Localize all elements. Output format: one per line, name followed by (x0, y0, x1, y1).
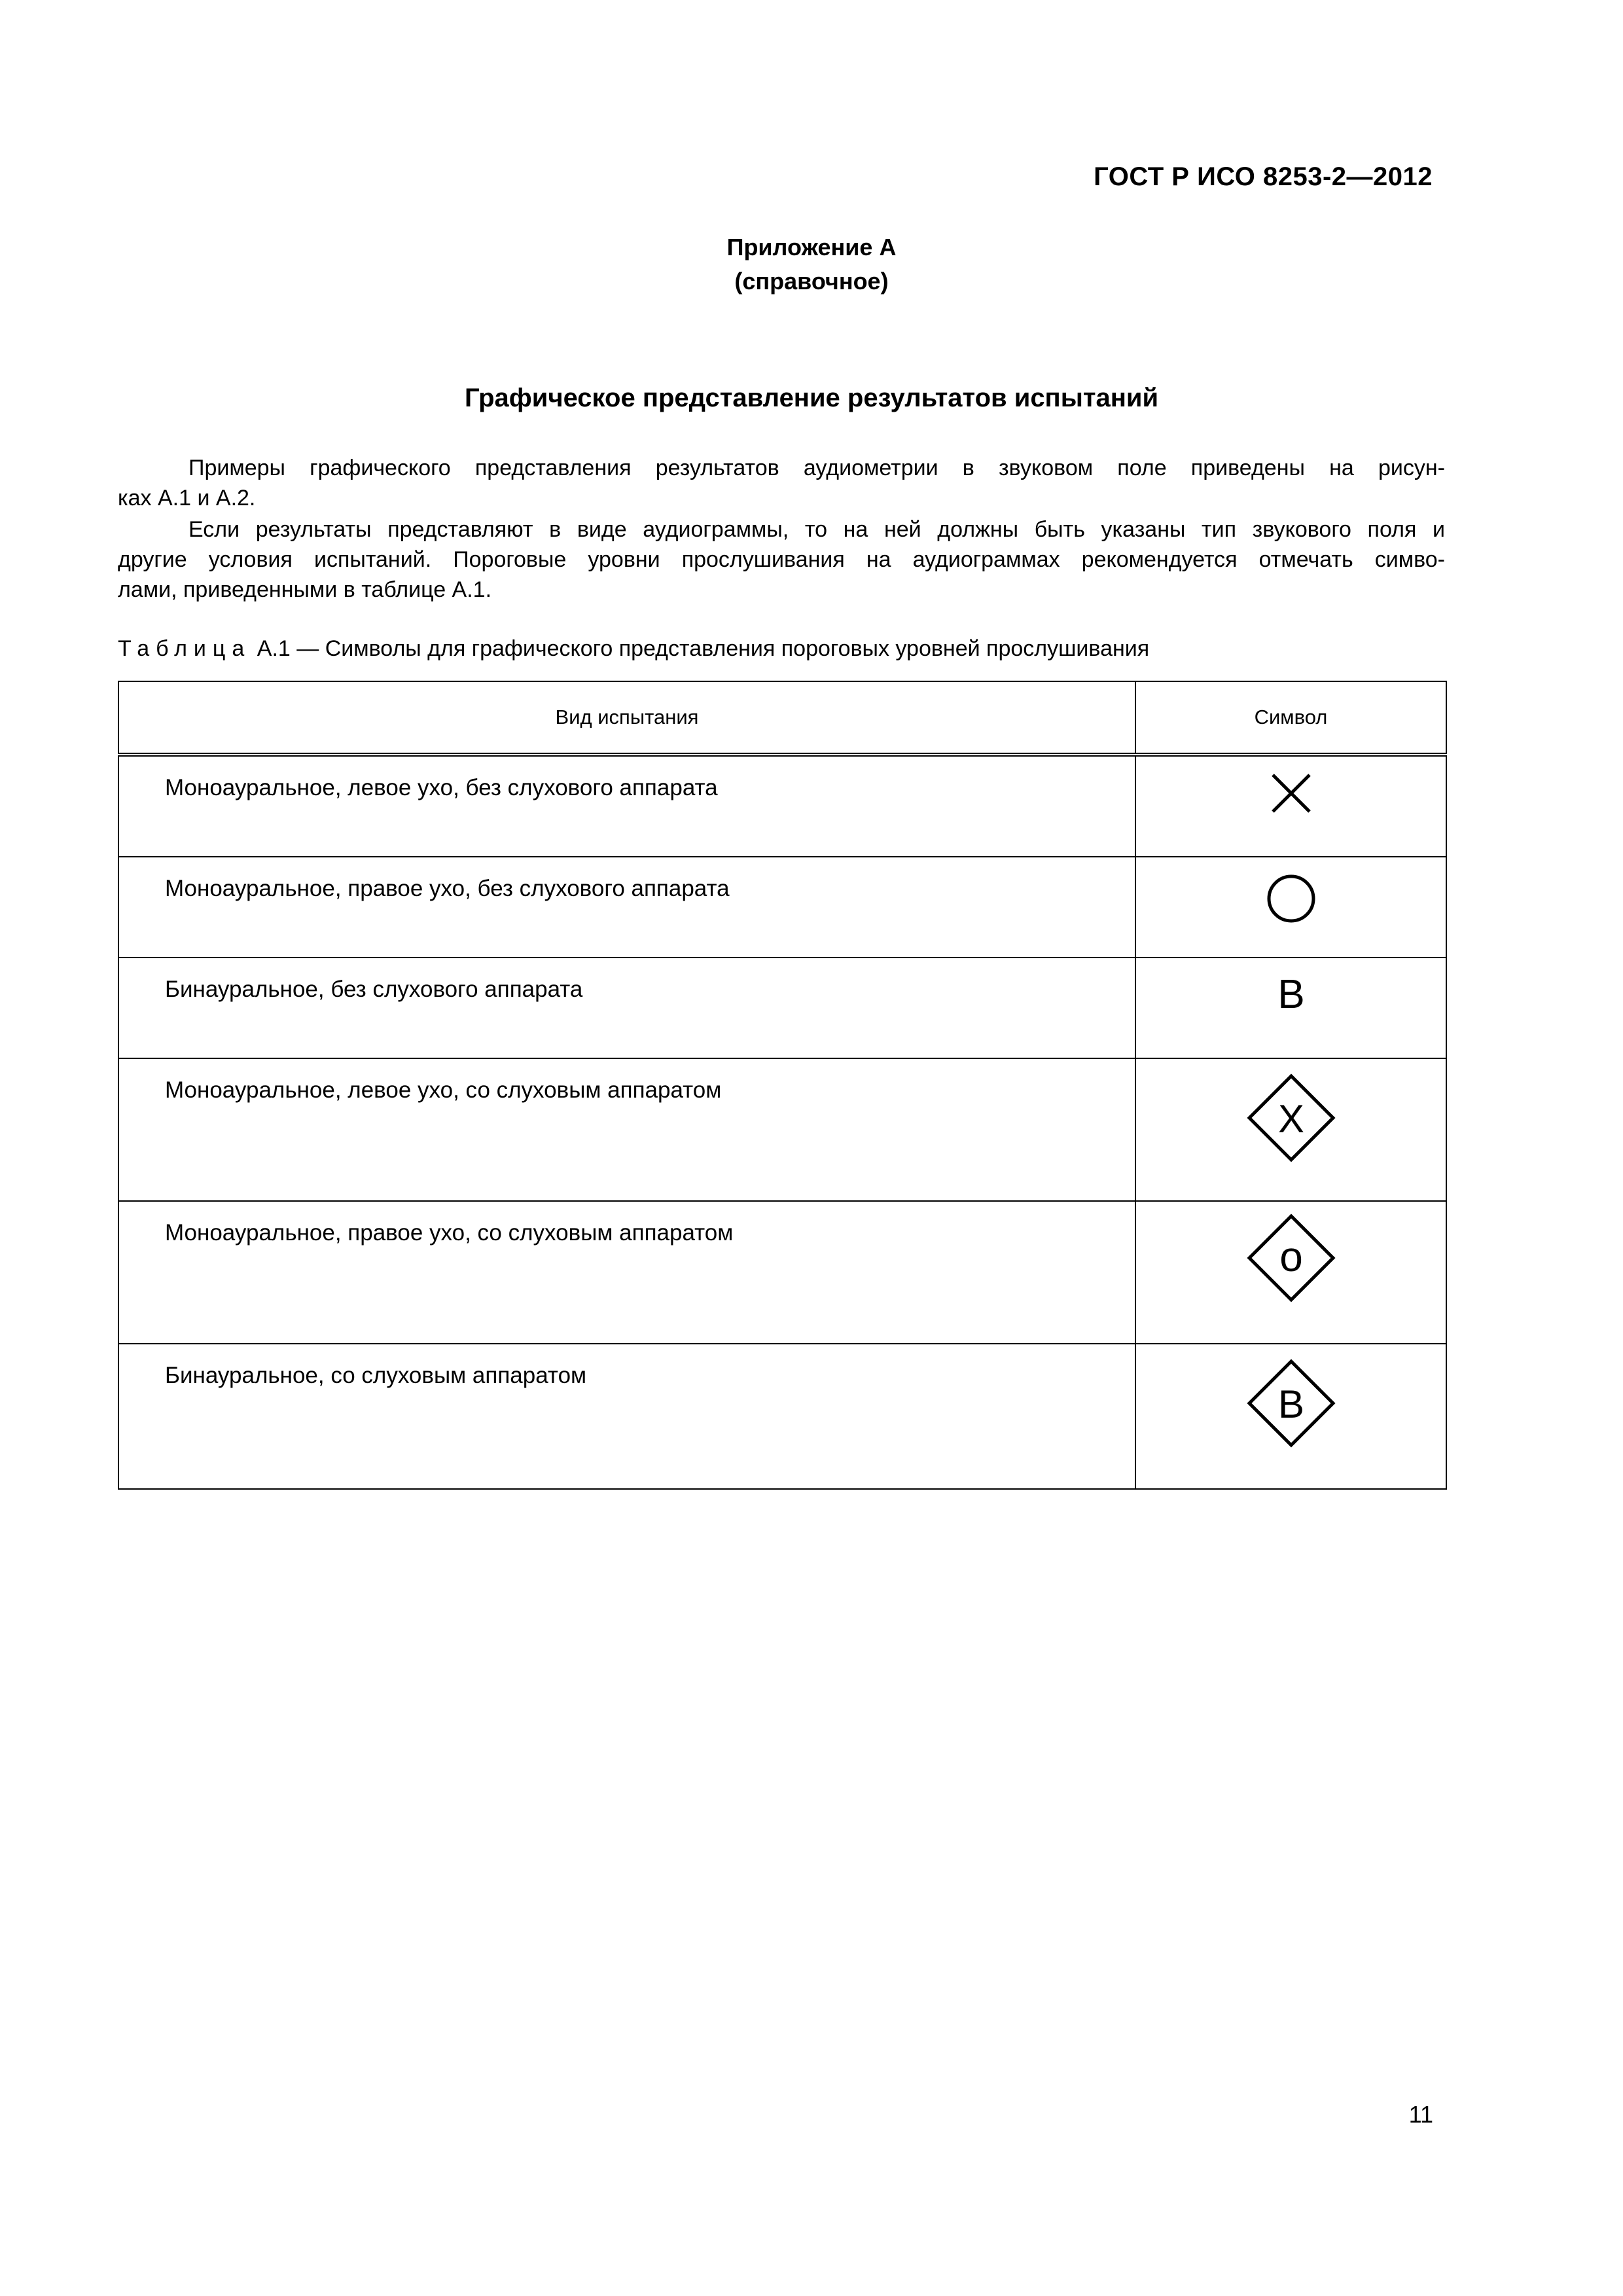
binaural-b-letter: B (1277, 972, 1305, 1017)
diamond-o-icon (1245, 1212, 1337, 1304)
paragraph-2 (118, 514, 1445, 605)
row-symbol-cell (1135, 1201, 1446, 1344)
row-test-type: Моноауральное, левое ухо, со слуховым аппаратом (118, 1058, 1135, 1201)
paragraph-1-line-1: Примеры графического представления результатов аудиометрии в звуковом поле приведены на рисун- (188, 456, 1445, 480)
table-row (118, 755, 1446, 857)
table-caption (118, 636, 1149, 662)
appendix-subtitle: (справочное) (734, 268, 889, 295)
row-test-type: Бинауральное, без слухового аппарата (118, 958, 1135, 1058)
diamond-o-letter: o (1279, 1233, 1303, 1280)
row-test-type: Моноауральное, правое ухо, без слухового аппарата (118, 857, 1135, 958)
header-test-type: Вид испытания (118, 681, 1135, 755)
table-row (118, 1058, 1446, 1201)
diamond-x-icon (1245, 1072, 1337, 1164)
paragraph-2-line-1: Если результаты представляют в виде аудиограммы, то на ней должны быть указаны тип звукового поля и (188, 517, 1445, 542)
diamond-b-icon (1245, 1357, 1337, 1449)
section-title: Графическое представление результатов испытаний (464, 384, 1159, 412)
table-row (118, 1201, 1446, 1344)
appendix-heading (0, 230, 1623, 298)
binaural-b-symbol (1262, 967, 1321, 1026)
row-symbol-cell (1135, 958, 1446, 1058)
table-caption-prefix: Таблица (118, 636, 251, 661)
table-header-row (118, 681, 1446, 755)
appendix-title: Приложение А (726, 234, 897, 260)
paragraph-2-line-2: другие условия испытаний. Пороговые уровни прослушивания на аудиограммах рекомендуется отмечать симво- (118, 547, 1445, 572)
row-symbol-cell (1135, 1344, 1446, 1489)
row-test-type: Бинауральное, со слуховым аппаратом (118, 1344, 1135, 1489)
document-code: ГОСТ Р ИСО 8253-2—2012 (1094, 162, 1433, 191)
cross-icon (1265, 767, 1317, 819)
table-row (118, 958, 1446, 1058)
header-symbol: Символ (1135, 681, 1446, 755)
paragraph-1-line-2: ках А.1 и А.2. (118, 486, 256, 511)
table-caption-text: А.1 — Символы для графического представления пороговых уровней прослушивания (257, 636, 1150, 661)
row-test-type: Моноауральное, правое ухо, со слуховым аппаратом (118, 1201, 1135, 1344)
diamond-b-letter: B (1277, 1382, 1304, 1426)
paragraph-2-line-3: лами, приведенными в таблице А.1. (118, 577, 492, 602)
circle-icon (1262, 869, 1321, 928)
table-row (118, 1344, 1446, 1489)
row-symbol-cell (1135, 1058, 1446, 1201)
diamond-x-letter: X (1277, 1097, 1304, 1141)
row-symbol-cell (1135, 755, 1446, 857)
symbols-table (118, 681, 1447, 1490)
page-number: 11 (1408, 2101, 1433, 2128)
paragraph-1 (118, 453, 1445, 513)
table-row (118, 857, 1446, 958)
row-symbol-cell (1135, 857, 1446, 958)
row-test-type: Моноауральное, левое ухо, без слухового аппарата (118, 755, 1135, 857)
